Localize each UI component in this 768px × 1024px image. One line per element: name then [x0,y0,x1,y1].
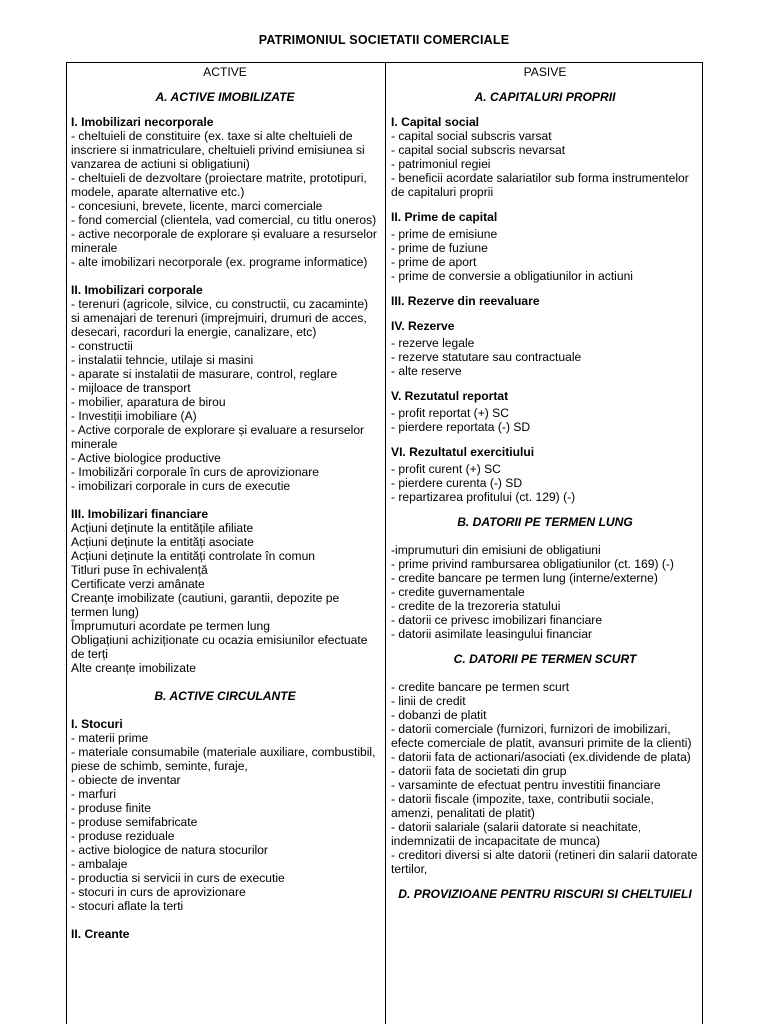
list-item: - Imobilizări corporale în curs de aprovizionare [71,465,320,479]
list-item: - datorii fata de actionari/asociati (ex.dividende de plata) [391,750,691,764]
list-item: - prime de conversie a obligatiunilor in actiuni [391,269,633,283]
list-item: - profit reportat (+) SC [391,406,509,420]
list-item: - cheltuieli de dezvoltare (proiectare matrite, prototipuri, modele, aparate alternative etc.) [71,171,367,199]
balance-table [66,62,703,1024]
list-item: - creditori diversi si alte datorii (retineri din salarii datorate tertilor, [391,848,698,876]
list-item: - alte imobilizari necorporale (ex. programe informatice) [71,255,368,269]
list-item: Acțiuni deținute la entități asociate [71,535,254,549]
list-item: - patrimoniul regiei [391,157,491,171]
list-item: - fond comercial (clientela, vad comercial, cu titlu oneros) [71,213,377,227]
list-item: - produse finite [71,801,151,815]
section-capitaluri-proprii: A. CAPITALURI PROPRII [474,90,616,104]
list-item: - imobilizari corporale in curs de executie [71,479,291,493]
group-prime-de-capital: II. Prime de capital [391,210,498,224]
list-item: Alte creanțe imobilizate [71,661,197,675]
list-item: - ambalaje [71,857,128,871]
list-item: - datorii salariale (salarii datorate si neachitate, indemnizatii de incapacitate de munca) [391,820,642,848]
list-item: - alte reserve [391,364,462,378]
section-provizioane: D. PROVIZIOANE PENTRU RISCURI SI CHELTUIELI [398,887,692,901]
group-imobilizari-financiare: III. Imobilizari financiare [71,507,209,521]
list-item: - materii prime [71,731,149,745]
list-item: - pierdere reportata (-) SD [391,420,531,434]
list-item: - Active corporale de explorare și evaluare a resurselor minerale [71,423,365,451]
group-rezultatul-exercitiului: VI. Rezultatul exercitiului [391,445,535,459]
list-item: - prime privind rambursarea obligatiunilor (ct. 169) (-) [391,557,674,571]
section-datorii-termen-scurt: C. DATORII PE TERMEN SCURT [453,652,637,666]
list-item: - mijloace de transport [71,381,191,395]
list-item: - rezerve statutare sau contractuale [391,350,582,364]
list-item: - rezerve legale [391,336,475,350]
group-imobilizari-necorporale: I. Imobilizari necorporale [71,115,214,129]
pasive-header: PASIVE [523,65,567,79]
list-item: - productia si servicii in curs de executie [71,871,285,885]
list-item: - varsaminte de efectuat pentru investitii financiare [391,778,661,792]
list-item: - datorii fiscale (impozite, taxe, contributii sociale, amenzi, penalitati de platit) [391,792,654,820]
list-item: - datorii asimilate leasingului financiar [391,627,592,641]
list-item: - capital social subscris varsat [391,129,552,143]
list-item: - Investiții imobiliare (A) [71,409,197,423]
group-rezultatul-reportat: V. Rezutatul reportat [391,389,509,403]
list-item: - obiecte de inventar [71,773,181,787]
list-item: Acțiuni deținute la entități controlate în comun [71,549,316,563]
group-rezerve: IV. Rezerve [391,319,455,333]
list-item: - pierdere curenta (-) SD [391,476,523,490]
group-stocuri: I. Stocuri [71,717,123,731]
list-item: - repartizarea profitului (ct. 129) (-) [391,490,576,504]
list-item: - aparate si instalatii de masurare, control, reglare [71,367,338,381]
group-capital-social: I. Capital social [391,115,480,129]
list-item: - instalatii tehncie, utilaje si masini [71,353,254,367]
list-item: -imprumuturi din emisiuni de obligatiuni [391,543,601,557]
list-item: - credite bancare pe termen scurt [391,680,570,694]
list-item: - linii de credit [391,694,466,708]
list-item: - active biologice de natura stocurilor [71,843,268,857]
list-item: - concesiuni, brevete, licente, marci comerciale [71,199,323,213]
group-imobilizari-corporale: II. Imobilizari corporale [71,283,203,297]
group-creante: II. Creante [71,927,130,941]
list-item: - constructii [71,339,133,353]
list-item: Împrumuturi acordate pe termen lung [71,619,270,633]
list-item: Titluri puse în echivalență [71,563,208,577]
list-item: - profit curent (+) SC [391,462,501,476]
list-item: - active necorporale de explorare și evaluare a resurselor minerale [71,227,377,255]
group-rezerve-din-reevaluare: III. Rezerve din reevaluare [391,294,540,308]
section-datorii-termen-lung: B. DATORII PE TERMEN LUNG [457,515,633,529]
active-header: ACTIVE [203,65,247,79]
list-item: - produse semifabricate [71,815,198,829]
column-divider [385,63,386,1024]
list-item: - prime de aport [391,255,477,269]
list-item: - cheltuieli de constituire (ex. taxe si alte cheltuieli de inscriere si inmatriculare, cheltuieli privind emisiunea si vanzarea de actiuni si obligatiuni) [71,129,365,171]
list-item: - credite guvernamentale [391,585,525,599]
list-item: - datorii fata de societati din grup [391,764,567,778]
list-item: - credite de la trezoreria statului [391,599,561,613]
list-item: - Active biologice productive [71,451,221,465]
list-item: - marfuri [71,787,117,801]
list-item: - datorii ce privesc imobilizari financiare [391,613,603,627]
list-item: - dobanzi de platit [391,708,487,722]
pasive-column [391,63,699,901]
active-column [71,63,379,941]
list-item: Certificate verzi amânate [71,577,205,591]
list-item: - datorii comerciale (furnizori, furnizori de imobilizari, efecte comerciale de platit, avansuri primite de la clienti) [391,722,692,750]
list-item: - beneficii acordate salariatilor sub forma instrumentelor de capitaluri proprii [391,171,689,199]
list-item: - stocuri in curs de aprovizionare [71,885,246,899]
section-active-imobilizate: A. ACTIVE IMOBILIZATE [155,90,295,104]
list-item: Acțiuni deținute la entitățile afiliate [71,521,254,535]
section-active-circulante: B. ACTIVE CIRCULANTE [154,689,296,703]
list-item: - mobilier, aparatura de birou [71,395,226,409]
document-title: PATRIMONIUL SOCIETATII COMERCIALE [258,33,510,47]
list-item: Obligațiuni achiziționate cu ocazia emisiunilor efectuate de terți [71,633,368,661]
list-item: - prime de fuziune [391,241,488,255]
list-item: - prime de emisiune [391,227,498,241]
list-item: - credite bancare pe termen lung (interne/externe) [391,571,658,585]
list-item: Creanțe imobilizate (cautiuni, garantii, depozite pe termen lung) [71,591,340,619]
list-item: - produse reziduale [71,829,175,843]
list-item: - stocuri aflate la terti [71,899,184,913]
list-item: - capital social subscris nevarsat [391,143,566,157]
list-item: - terenuri (agricole, silvice, cu constructii, cu zacaminte) si amenajari de terenuri (imprejmuiri, drumuri de acces, desecari, racorduri la energie, canalizare, etc) [71,297,369,339]
list-item: - materiale consumabile (materiale auxiliare, combustibil, piese de schimb, seminte, furaje, [71,745,376,773]
